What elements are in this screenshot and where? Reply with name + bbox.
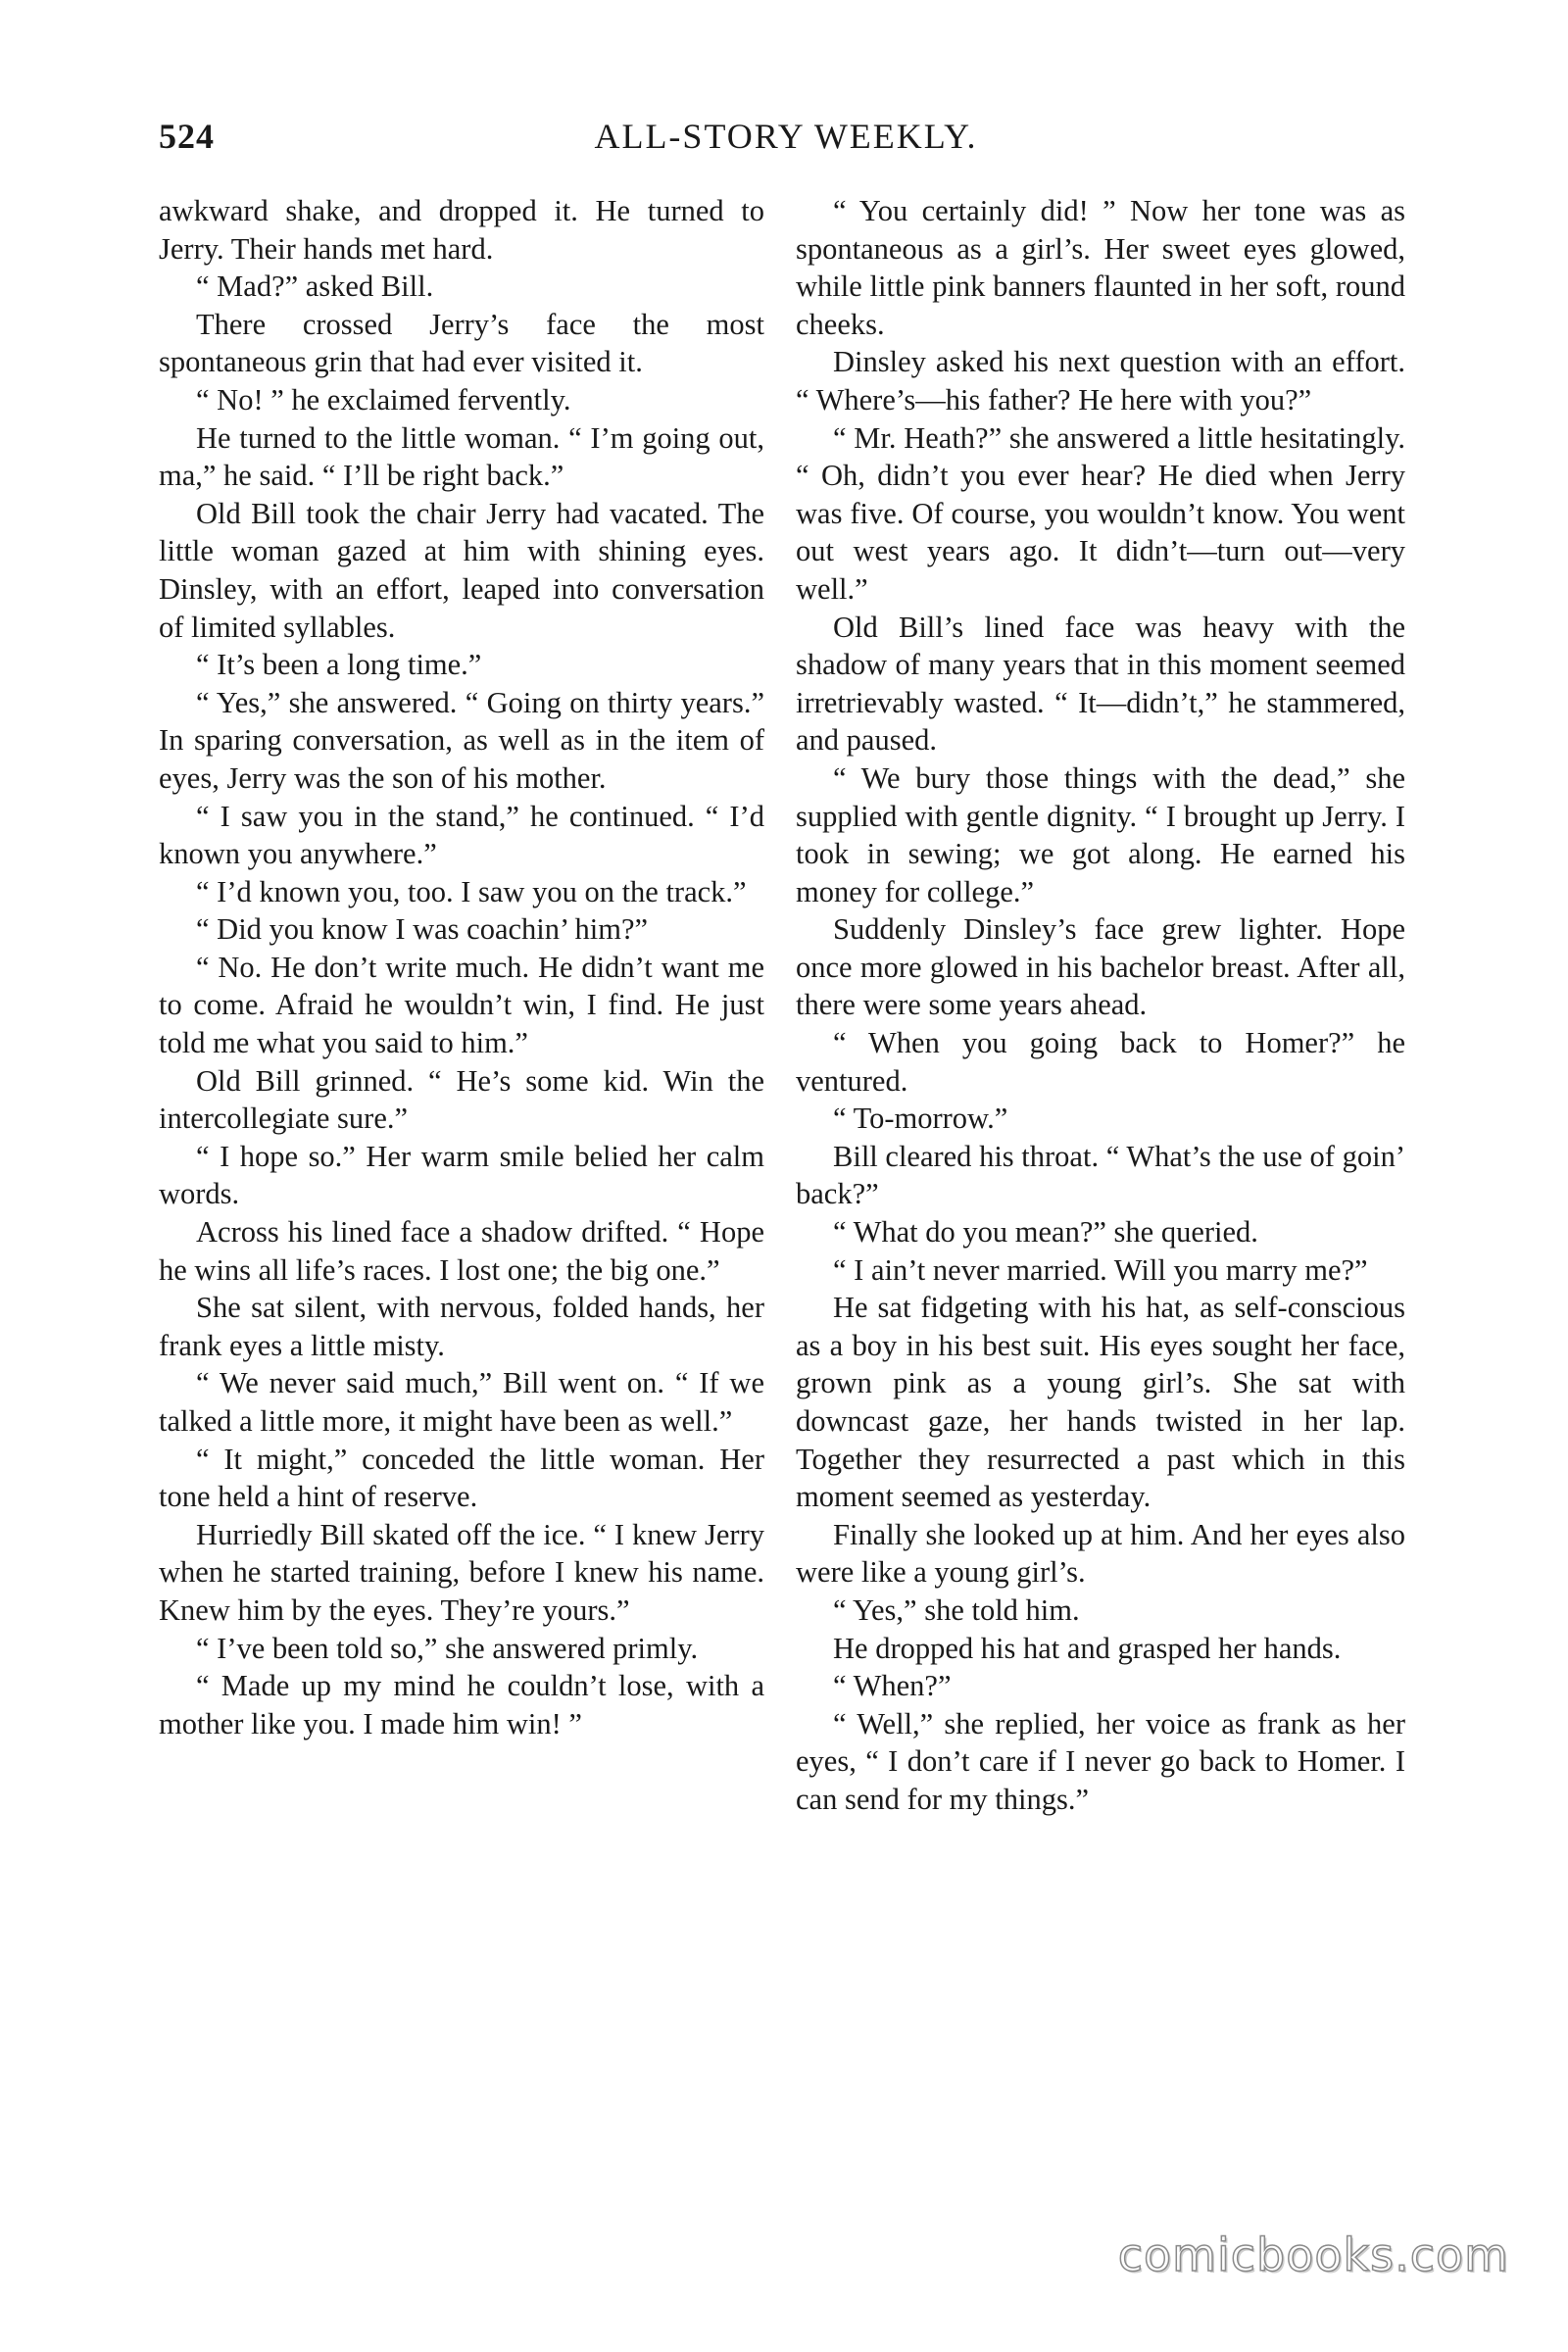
paragraph: “ I’ve been told so,” she answered primly. <box>196 1631 699 1665</box>
paragraph: Old Bill’s lined face was heavy with the shadow of many years that in this moment seemed irretrievably wasted. “ It—didn’t,” he stammered, and paused. <box>796 610 1405 758</box>
watermark: comicbooks.com <box>1117 2229 1509 2281</box>
paragraph: Bill cleared his throat. “ What’s the use of goin’ back?” <box>796 1139 1405 1211</box>
paragraph: There crossed Jerry’s face the most spontaneous grin that had ever visited it. <box>159 307 764 379</box>
paragraph: Suddenly Dinsley’s face grew lighter. Hope once more glowed in his bachelor breast. After all, there were some years ahead. <box>796 912 1405 1022</box>
paragraph: “ We never said much,” Bill went on. “ If we talked a little more, it might have been as well.” <box>159 1366 764 1438</box>
paragraph: “ When you going back to Homer?” he ventured. <box>796 1026 1405 1098</box>
paragraph: He sat fidgeting with his hat, as self-conscious as a boy in his best suit. His eyes sought her face, grown pink as a young girl’s. She sat with downcast gaze, her hands twisted in her lap. Together they resurrected a past which in this moment seemed as yesterday. <box>796 1291 1405 1514</box>
paragraph: “ Made up my mind he couldn’t lose, with a mother like you. I made him win! ” <box>159 1669 764 1740</box>
paragraph: Finally she looked up at him. And her eyes also were like a young girl’s. <box>796 1517 1405 1590</box>
paragraph: Hurriedly Bill skated off the ice. “ I knew Jerry when he started training, before I knew his name. Knew him by the eyes. They’re yours.” <box>159 1517 764 1627</box>
paragraph: “ Mad?” asked Bill. <box>196 270 434 304</box>
paragraph: “ To-morrow.” <box>833 1102 1008 1136</box>
paragraph: Old Bill grinned. “ He’s some kid. Win the intercollegiate sure.” <box>159 1063 764 1136</box>
paragraph: He turned to the little woman. “ I’m going out, ma,” he said. “ I’ll be right back.” <box>159 420 764 493</box>
paragraph: Dinsley asked his next question with an effort. “ Where’s—his father? He here with you?” <box>796 345 1405 416</box>
paragraph: He dropped his hat and grasped her hands. <box>833 1631 1342 1665</box>
paragraph: awkward shake, and dropped it. He turned to Jerry. Their hands met hard. <box>159 194 764 266</box>
paragraph: “ When?” <box>833 1669 952 1703</box>
paragraph: “ It might,” conceded the little woman. Her tone held a hint of reserve. <box>159 1442 764 1514</box>
paragraph: “ Yes,” she told him. <box>833 1592 1080 1627</box>
paragraph: Old Bill took the chair Jerry had vacated. The little woman gazed at him with shining eyes. Dinsley, with an effort, leaped into conversation of limited syllables. <box>159 496 764 644</box>
paragraph: “ I ain’t never married. Will you marry me?” <box>833 1252 1368 1287</box>
paragraph: “ I’d known you, too. I saw you on the track.” <box>196 874 747 908</box>
running-title: ALL-STORY WEEKLY. <box>594 117 978 156</box>
paragraph: “ You certainly did! ” Now her tone was as spontaneous as a girl’s. Her sweet eyes glowed, while little pink banners flaunted in her soft, round cheeks. <box>796 194 1405 341</box>
paragraph: “ It’s been a long time.” <box>196 648 482 682</box>
paragraph: “ We bury those things with the dead,” she supplied with gentle dignity. “ I brought up Jerry. I took in sewing; we got along. He earned his money for college.” <box>796 760 1405 908</box>
paragraph: Across his lined face a shadow drifted. “ Hope he wins all life’s races. I lost one; the big one.” <box>159 1215 764 1287</box>
paragraph: “ Well,” she replied, her voice as frank as her eyes, “ I don’t care if I never go back to Homer. I can send for my things.” <box>796 1706 1405 1816</box>
paragraph: “ I saw you in the stand,” he continued. “ I’d known you anywhere.” <box>159 799 764 871</box>
paragraph: “ What do you mean?” she queried. <box>833 1215 1258 1250</box>
paragraph: “ Did you know I was coachin’ him?” <box>196 912 649 947</box>
left-column <box>159 192 764 1742</box>
paragraph: “ Mr. Heath?” she answered a little hesitatingly. “ Oh, didn’t you ever hear? He died when Jerry was five. Of course, you wouldn’t know. You went out west years ago. It didn’t—turn out—very well.” <box>796 420 1405 606</box>
page-number: 524 <box>159 117 215 156</box>
paragraph: “ No! ” he exclaimed fervently. <box>196 382 571 416</box>
paragraph: “ Yes,” she answered. “ Going on thirty years.” In sparing conversation, as well as in the item of eyes, Jerry was the son of his mother. <box>159 685 764 795</box>
right-column <box>796 192 1405 1819</box>
paragraph: “ I hope so.” Her warm smile belied her calm words. <box>159 1139 764 1211</box>
paragraph: She sat silent, with nervous, folded hands, her frank eyes a little misty. <box>159 1291 764 1362</box>
paragraph: “ No. He don’t write much. He didn’t want me to come. Afraid he wouldn’t win, I find. He just told me what you said to him.” <box>159 950 764 1060</box>
page-header <box>159 116 1413 174</box>
